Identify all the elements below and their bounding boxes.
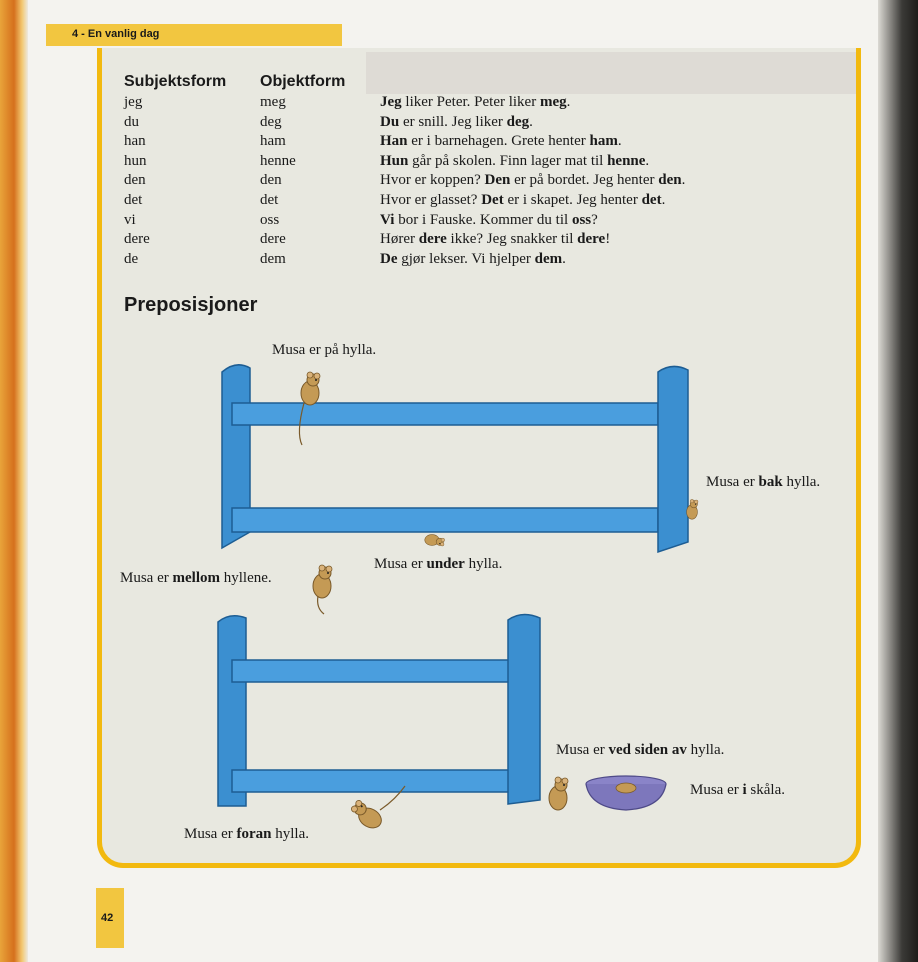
object-item: oss xyxy=(260,211,280,228)
object-item: dem xyxy=(260,250,286,267)
caption-i: Musa er i skåla. xyxy=(690,782,785,798)
object-item: den xyxy=(260,172,282,189)
object-item: dere xyxy=(260,231,286,248)
subject-item: jeg xyxy=(124,94,143,110)
subject-item: den xyxy=(124,172,146,189)
example-sentence: Hvor er glasset? Det er i skapet. Jeg henter det. xyxy=(380,191,666,208)
example-sentence: Hvor er koppen? Den er på bordet. Jeg henter den. xyxy=(380,172,686,189)
mouse-icon xyxy=(549,777,568,810)
caption-pa: Musa er på hylla. xyxy=(272,342,377,358)
upper-shelf xyxy=(222,365,688,552)
caption-under: Musa er under hylla. xyxy=(374,556,503,572)
subject-item: det xyxy=(124,191,143,208)
subject-item: vi xyxy=(124,211,136,228)
example-sentence: Hører dere ikke? Jeg snakker til dere! xyxy=(380,231,611,248)
subject-item: de xyxy=(124,250,139,267)
mouse-icon xyxy=(425,535,445,546)
subject-item: dere xyxy=(124,231,150,248)
caption-foran: Musa er foran hylla. xyxy=(184,826,309,842)
object-item: ham xyxy=(260,133,286,150)
object-heading: Objektform xyxy=(260,73,346,90)
subject-item: han xyxy=(124,133,146,150)
object-item: henne xyxy=(260,152,296,169)
bowl-icon xyxy=(586,776,666,810)
lower-shelf xyxy=(218,614,540,806)
mouse-icon xyxy=(347,799,385,832)
chapter-header: 4 - En vanlig dag xyxy=(72,28,160,40)
example-sentence: Vi bor i Fauske. Kommer du til oss? xyxy=(380,211,598,228)
example-sentence: Hun går på skolen. Finn lager mat til henne. xyxy=(380,152,650,169)
example-sentence: Jeg liker Peter. Peter liker meg. xyxy=(380,94,571,110)
caption-ved: Musa er ved siden av hylla. xyxy=(556,742,725,758)
mouse-icon xyxy=(313,565,332,614)
object-item: det xyxy=(260,191,279,208)
subject-heading: Subjektsform xyxy=(124,73,227,90)
subject-item: du xyxy=(124,113,139,130)
example-sentence: De gjør lekser. Vi hjelper dem. xyxy=(380,250,566,267)
caption-bak: Musa er bak hylla. xyxy=(706,474,821,490)
caption-mellom: Musa er mellom hyllene. xyxy=(120,570,272,586)
example-sentence: Han er i barnehagen. Grete henter ham. xyxy=(380,133,622,150)
example-sentence: Du er snill. Jeg liker deg. xyxy=(380,113,533,130)
object-item: deg xyxy=(260,113,282,130)
page-number: 42 xyxy=(101,912,114,924)
object-item: meg xyxy=(260,94,286,110)
prepositions-title: Preposisjoner xyxy=(124,294,258,316)
subject-item: hun xyxy=(124,152,147,169)
